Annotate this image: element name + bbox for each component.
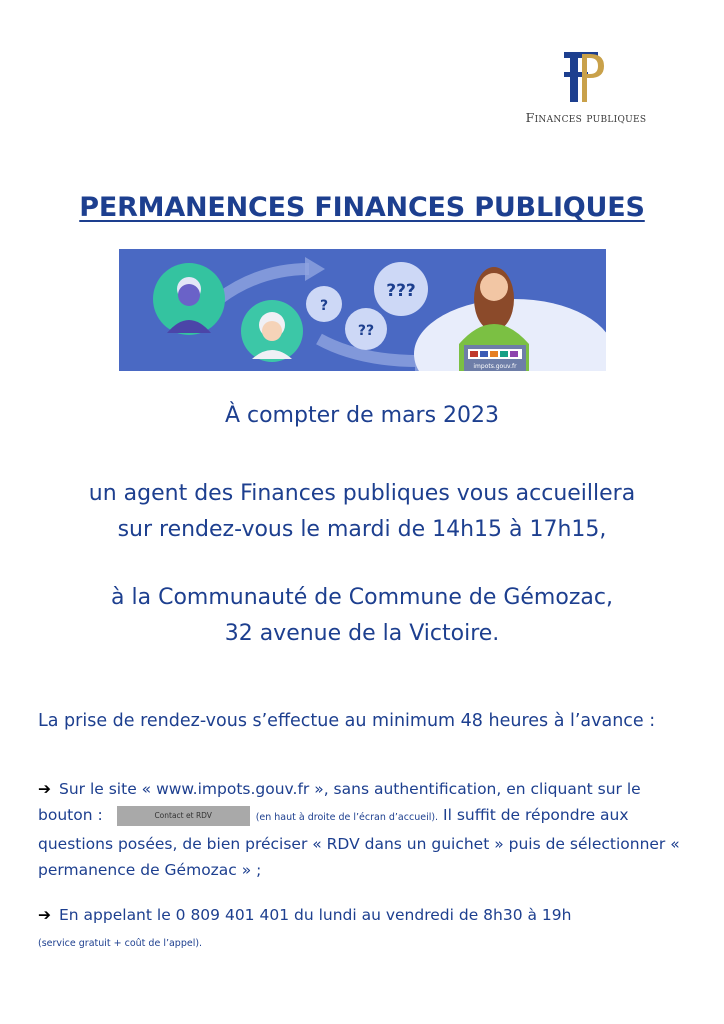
item-website — [38, 776, 688, 883]
laptop-label: impots.gouv.fr — [473, 363, 517, 370]
bubble-text-1: ??? — [386, 281, 416, 301]
place-line-1: à la Communauté de Commune de Gémozac, — [111, 585, 613, 610]
agent-line-2: sur rendez-vous le mardi de 14h15 à 17h15, — [117, 517, 607, 542]
date-line: À compter de mars 2023 — [224, 403, 500, 428]
banner-svg — [119, 249, 606, 371]
bubble-text-2: ? — [319, 298, 329, 314]
agent-line-1: un agent des Finances publiques vous accueillera — [88, 481, 636, 506]
item-phone-note: (service gratuit + coût de l’appel). — [38, 938, 203, 949]
fp-logo-icon — [560, 48, 612, 106]
rdv-intro: La prise de rendez-vous s’effectue au minimum 48 heures à l’avance : — [38, 711, 656, 731]
item-website-note: (en haut à droite de l’écran d’accueil). — [255, 812, 439, 823]
banner-illustration — [119, 249, 606, 371]
arrow-right-icon: ➔ — [38, 906, 51, 924]
contact-rdv-button[interactable]: Contact et RDV — [117, 806, 250, 826]
arrow-right-icon: ➔ — [38, 780, 51, 798]
logo-text: Finances publiques — [525, 110, 647, 125]
item-phone — [38, 902, 688, 954]
item-phone-text: En appelant le 0 809 401 401 du lundi au vendredi de 8h30 à 19h — [59, 906, 572, 924]
item-website-text-b: Il suffit de répondre aux questions posées, de bien préciser « RDV dans un guichet » puis de sélectionner « permanence de Gémozac » ; — [38, 806, 680, 879]
place-line-2: 32 avenue de la Victoire. — [224, 621, 500, 646]
item-website-text-a: Sur le site « www.impots.gouv.fr », sans authentification, en cliquant sur le bouton : — [38, 780, 641, 824]
page-title: PERMANENCES FINANCES PUBLIQUES — [79, 192, 645, 223]
bubble-text-3: ?? — [357, 323, 375, 339]
finances-publiques-logo — [496, 48, 676, 128]
